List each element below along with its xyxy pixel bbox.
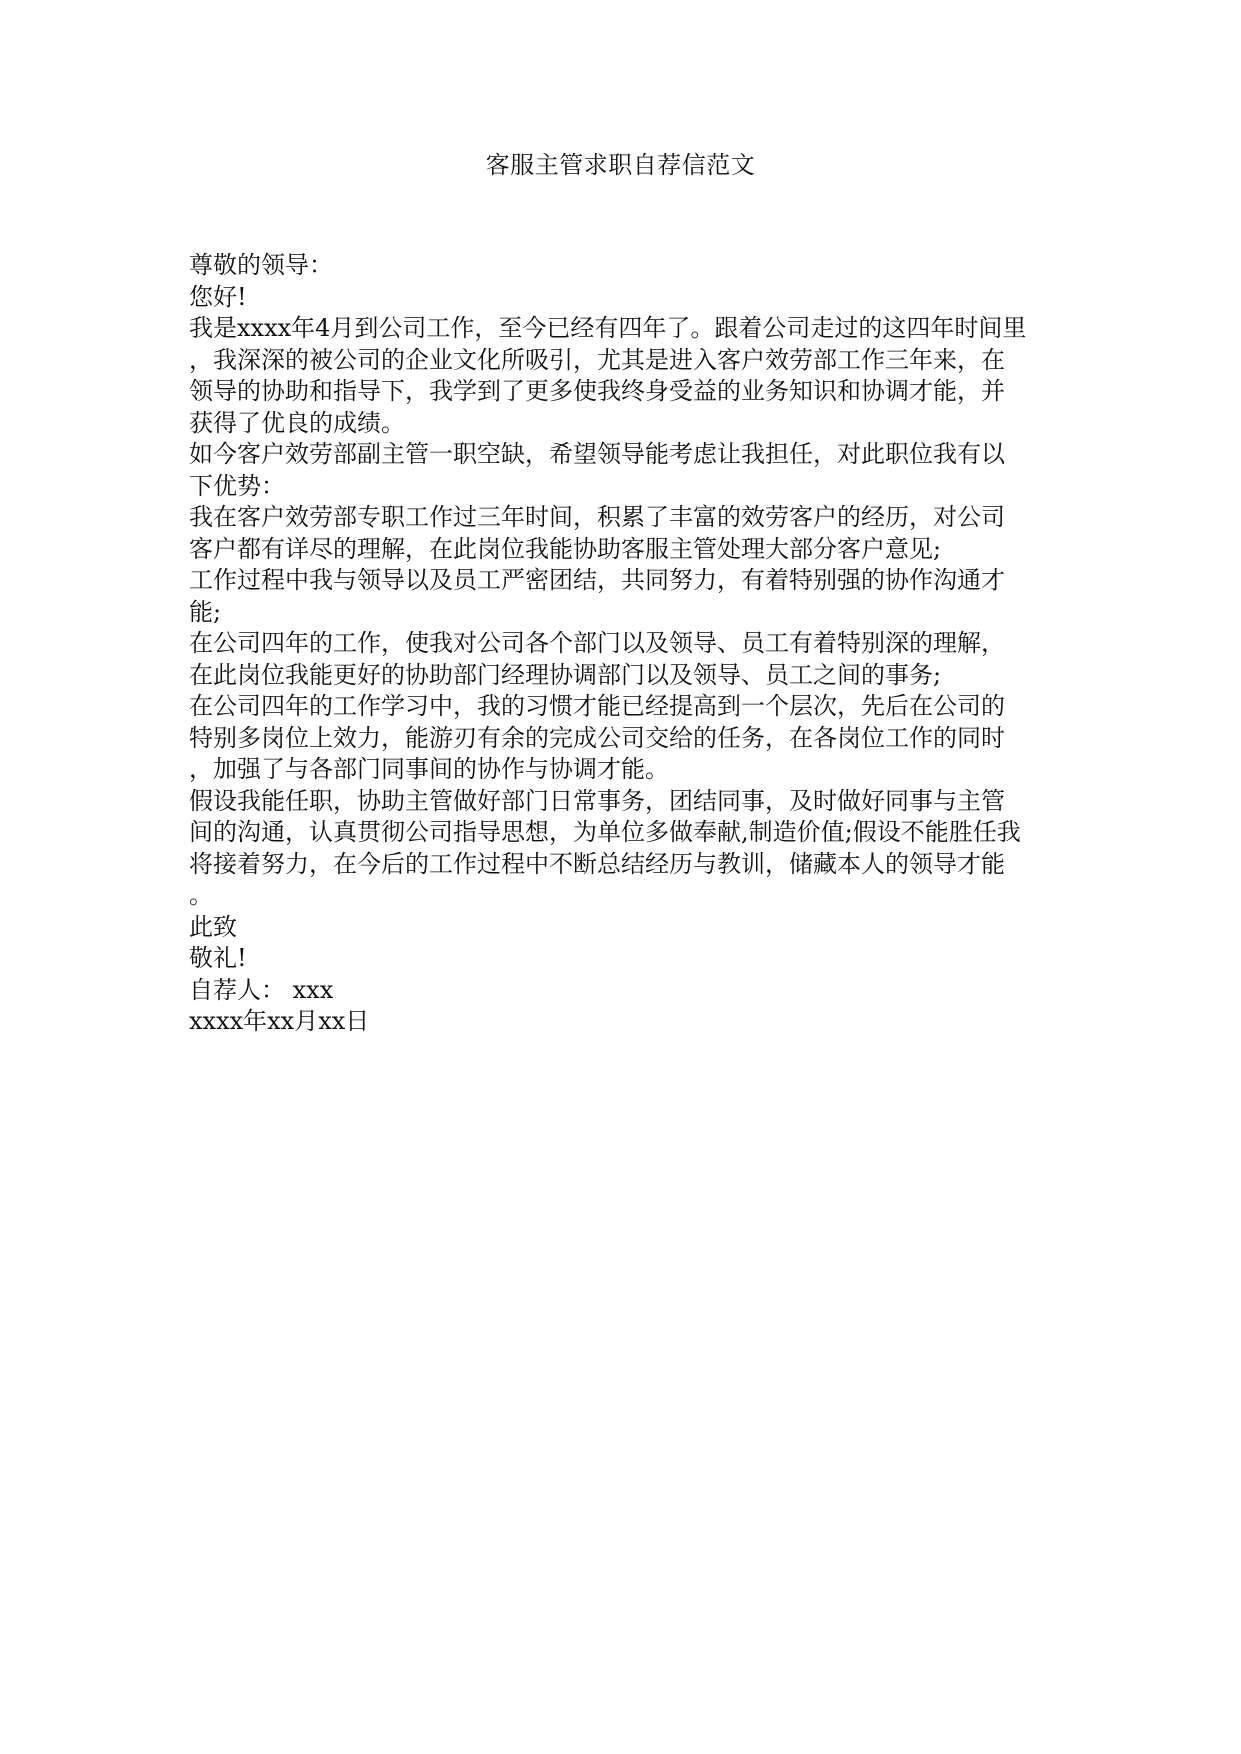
body-line: ，加强了与各部门同事间的协作与协调才能。 xyxy=(189,755,669,783)
body-line: 特别多岗位上效力，能游刃有余的完成公司交给的任务，在各岗位工作的同时 xyxy=(189,723,1005,752)
body-line: 领导的协助和指导下，我学到了更多使我终身受益的业务知识和协调才能，并 xyxy=(189,377,1005,405)
greeting-line: 您好! xyxy=(189,282,247,311)
body-line: 。 xyxy=(189,881,213,909)
body-line: ，我深深的被公司的企业文化所吸引，尤其是进入客户效劳部工作三年来，在 xyxy=(189,345,1005,374)
body-line: 将接着努力，在今后的工作过程中不断总结经历与教训，储藏本人的领导才能 xyxy=(189,849,1005,878)
body-line: 我在客户效劳部专职工作过三年时间，积累了丰富的效劳客户的经历，对公司 xyxy=(189,503,1005,531)
body-line: 我是xxxx年4月到公司工作，至今已经有四年了。跟着公司走过的这四年时间里 xyxy=(189,314,1027,342)
body-line: 在此岗位我能更好的协助部门经理协调部门以及领导、员工之间的事务; xyxy=(189,660,942,689)
body-line: 客户都有详尽的理解，在此岗位我能协助客服主管处理大部分客户意见; xyxy=(189,534,942,563)
body-line: 下优势： xyxy=(189,471,285,500)
body-line: 在公司四年的工作，使我对公司各个部门以及领导、员工有着特别深的理解， xyxy=(189,629,1005,657)
body-line: 能; xyxy=(189,597,222,626)
salutation-line: 尊敬的领导： xyxy=(189,251,333,279)
signature-line: 自荐人： xxx xyxy=(189,975,334,1004)
body-line: 如今客户效劳部副主管一职空缺，希望领导能考虑让我担任，对此职位我有以 xyxy=(189,440,1005,468)
letter-body xyxy=(189,250,1049,1038)
date-line: xxxx年xx月xx日 xyxy=(189,1007,370,1035)
closing-line: 此致 xyxy=(189,912,237,941)
body-line: 在公司四年的工作学习中，我的习惯才能已经提高到一个层次，先后在公司的 xyxy=(189,692,1005,720)
body-line: 假设我能任职，协助主管做好部门日常事务，团结同事，及时做好同事与主管 xyxy=(189,786,1005,815)
closing-salute-line: 敬礼! xyxy=(189,944,247,972)
body-line: 间的沟通，认真贯彻公司指导思想，为单位多做奉献,制造价值;假设不能胜任我 xyxy=(189,818,1021,846)
body-line: 工作过程中我与领导以及员工严密团结，共同努力，有着特别强的协作沟通才 xyxy=(189,566,1005,594)
document-title: 客服主管求职自荐信范文 xyxy=(485,151,756,179)
body-line: 获得了优良的成绩。 xyxy=(189,408,405,437)
